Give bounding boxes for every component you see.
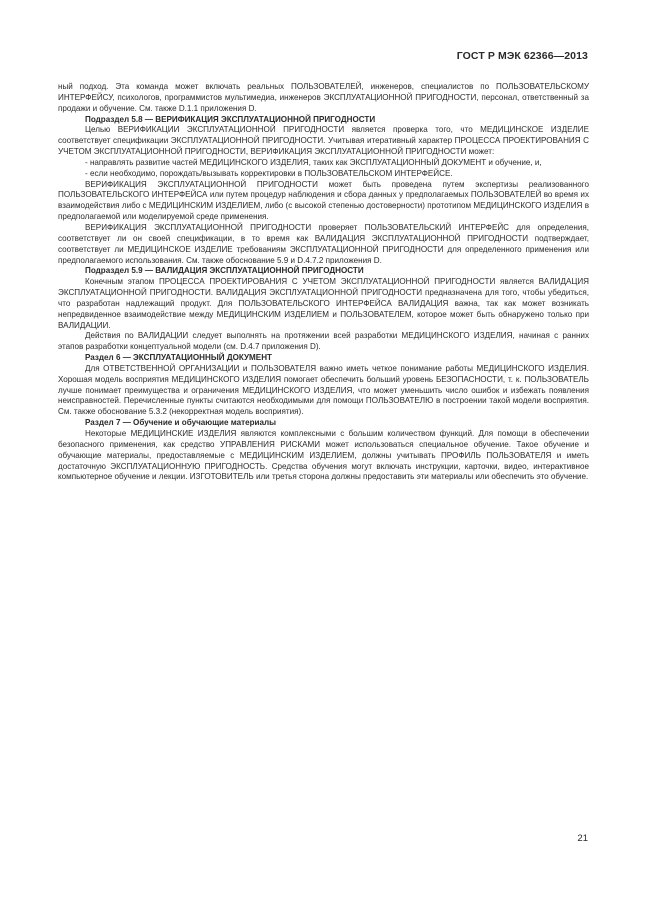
- section-heading-5-8: Подраздел 5.8 — ВЕРИФИКАЦИЯ ЭКСПЛУАТАЦИОННОЙ ПРИГОДНОСТИ: [85, 114, 376, 124]
- paragraph: ВЕРИФИКАЦИЯ ЭКСПЛУАТАЦИОННОЙ ПРИГОДНОСТИ проверяет ПОЛЬЗОВАТЕЛЬСКИЙ ИНТЕРФЕЙС для определения, соответствует ли он своей спецификации, в то время как ВАЛИДАЦИЯ ЭКСПЛУАТАЦИОННОЙ ПРИГОДНОСТИ подтверждает, соответствует ли МЕДИЦИНСКОЕ ИЗДЕЛИЕ требованиям ЭКСПЛУАТАЦИОННОЙ ПРИГОДНОСТИ для определенного применения или предполагаемого использования. См. также обоснование 5.9 и D.4.7.2 приложения D.: [58, 222, 589, 265]
- paragraph: Конечным этапом ПРОЦЕССА ПРОЕКТИРОВАНИЯ С УЧЕТОМ ЭКСПЛУАТАЦИОННОЙ ПРИГОДНОСТИ является ВАЛИДАЦИЯ ЭКСПЛУАТАЦИОННОЙ ПРИГОДНОСТИ. ВАЛИДАЦИЯ ЭКСПЛУАТАЦИОННОЙ ПРИГОДНОСТИ предназначена для того, чтобы убедиться, что разработан надлежащий продукт. Для ПОЛЬЗОВАТЕЛЬСКОГО ИНТЕРФЕЙСА ВАЛИДАЦИЯ важна, так как может возникать непредвиденное взаимодействие между МЕДИЦИНСКИМ ИЗДЕЛИЕМ и ПОЛЬЗОВАТЕЛЕМ, которое может быть обнаружено только при ВАЛИДАЦИИ.: [58, 277, 589, 330]
- paragraph: Для ОТВЕТСТВЕННОЙ ОРГАНИЗАЦИИ и ПОЛЬЗОВАТЕЛЯ важно иметь четкое понимание работы МЕДИЦИНСКОГО ИЗДЕЛИЯ. Хорошая модель восприятия МЕДИЦИНСКОГО ИЗДЕЛИЯ помогает обеспечить больший уровень БЕЗОПАСНОСТИ, т. к. ПОЛЬЗОВАТЕЛЬ лучше понимает преимущества и ограничения МЕДИЦИНСКОГО ИЗДЕЛИЯ, что может уменьшить число ошибок и избежать появления неисправностей. Перечисленные пункты считаются необходимыми для помощи ПОЛЬЗОВАТЕЛЮ в построении такой модели восприятия. См. также обоснование 5.3.2 (некорректная модель восприятия).: [58, 363, 589, 417]
- section-heading-6: Раздел 6 — ЭКСПЛУАТАЦИОННЫЙ ДОКУМЕНТ: [85, 353, 272, 363]
- paragraph: Некоторые МЕДИЦИНСКИЕ ИЗДЕЛИЯ являются комплексными с большим количеством функций. Для помощи в обеспечении безопасного применения, как средство УПРАВЛЕНИЯ РИСКАМИ может использоваться специальное обучение. Такое обучение и обучающие материалы, предоставляемые с МЕДИЦИНСКИМ ИЗДЕЛИЕМ, должны учитывать ПРОФИЛЬ ПОЛЬЗОВАТЕЛЯ и иметь достаточную ЭКСПЛУАТАЦИОННУЮ ПРИГОДНОСТЬ. Средства обучения могут включать инструкции, карточки, видео, интерактивное компьютерное обучение и лекции. ИЗГОТОВИТЕЛЬ или третья сторона должны предоставить эти материалы или обеспечить это обучение.: [58, 429, 589, 482]
- paragraph-continuation: ный подход. Эта команда может включать реальных ПОЛЬЗОВАТЕЛЕЙ, инженеров, специалистов по ПОЛЬЗОВАТЕЛЬСКОМУ ИНТЕРФЕЙСУ, психологов, программистов мультимедиа, инженеров ЭКСПЛУАТАЦИОННОЙ ПРИГОДНОСТИ, персонал, ответственный за продажи и обучение. См. также D.1.1 приложения D.: [58, 82, 589, 113]
- document-body: [58, 82, 589, 483]
- section-heading-7: Раздел 7 — Обучение и обучающие материалы: [85, 418, 277, 428]
- section-heading-5-9: Подраздел 5.9 — ВАЛИДАЦИЯ ЭКСПЛУАТАЦИОННОЙ ПРИГОДНОСТИ: [85, 266, 364, 276]
- page-number: 21: [577, 833, 588, 844]
- list-item: - направлять развитие частей МЕДИЦИНСКОГО ИЗДЕЛИЯ, таких как ЭКСПЛУАТАЦИОННЫЙ ДОКУМЕНТ и обучение, и,: [85, 157, 542, 167]
- paragraph: ВЕРИФИКАЦИЯ ЭКСПЛУАТАЦИОННОЙ ПРИГОДНОСТИ может быть проведена путем экспертизы реализованного ПОЛЬЗОВАТЕЛЬСКОГО ИНТЕРФЕЙСА или путем процедур наблюдения и сбора данных у предполагаемых ПОЛЬЗОВАТЕЛЕЙ во время их взаимодействия либо с МЕДИЦИНСКИМ ИЗДЕЛИЕМ, либо (с высокой степенью достоверности) прототипом МЕДИЦИНСКОГО ИЗДЕЛИЯ в предполагаемой или моделируемой среде применения.: [58, 179, 589, 222]
- paragraph: Целью ВЕРИФИКАЦИИ ЭКСПЛУАТАЦИОННОЙ ПРИГОДНОСТИ является проверка того, что МЕДИЦИНСКОЕ ИЗДЕЛИЕ соответствует спецификации ЭКСПЛУАТАЦИОННОЙ ПРИГОДНОСТИ. Учитывая итеративный характер ПРОЦЕССА ПРОЕКТИРОВАНИЯ С УЧЕТОМ ЭКСПЛУАТАЦИОННОЙ ПРИГОДНОСТИ, ВЕРИФИКАЦИЯ ЭКСПЛУАТАЦИОННОЙ ПРИГОДНОСТИ может:: [58, 125, 589, 157]
- list-item: - если необходимо, порождать/вызывать корректировки в ПОЛЬЗОВАТЕЛЬСКОМ ИНТЕРФЕЙСЕ.: [85, 168, 453, 178]
- paragraph: Действия по ВАЛИДАЦИИ следует выполнять на протяжении всей разработки МЕДИЦИНСКОГО ИЗДЕЛИЯ, начиная с ранних этапов разработки концептуальной модели (см. D.4.7 приложения D).: [58, 331, 589, 352]
- document-standard-header: ГОСТ Р МЭК 62366—2013: [456, 50, 588, 62]
